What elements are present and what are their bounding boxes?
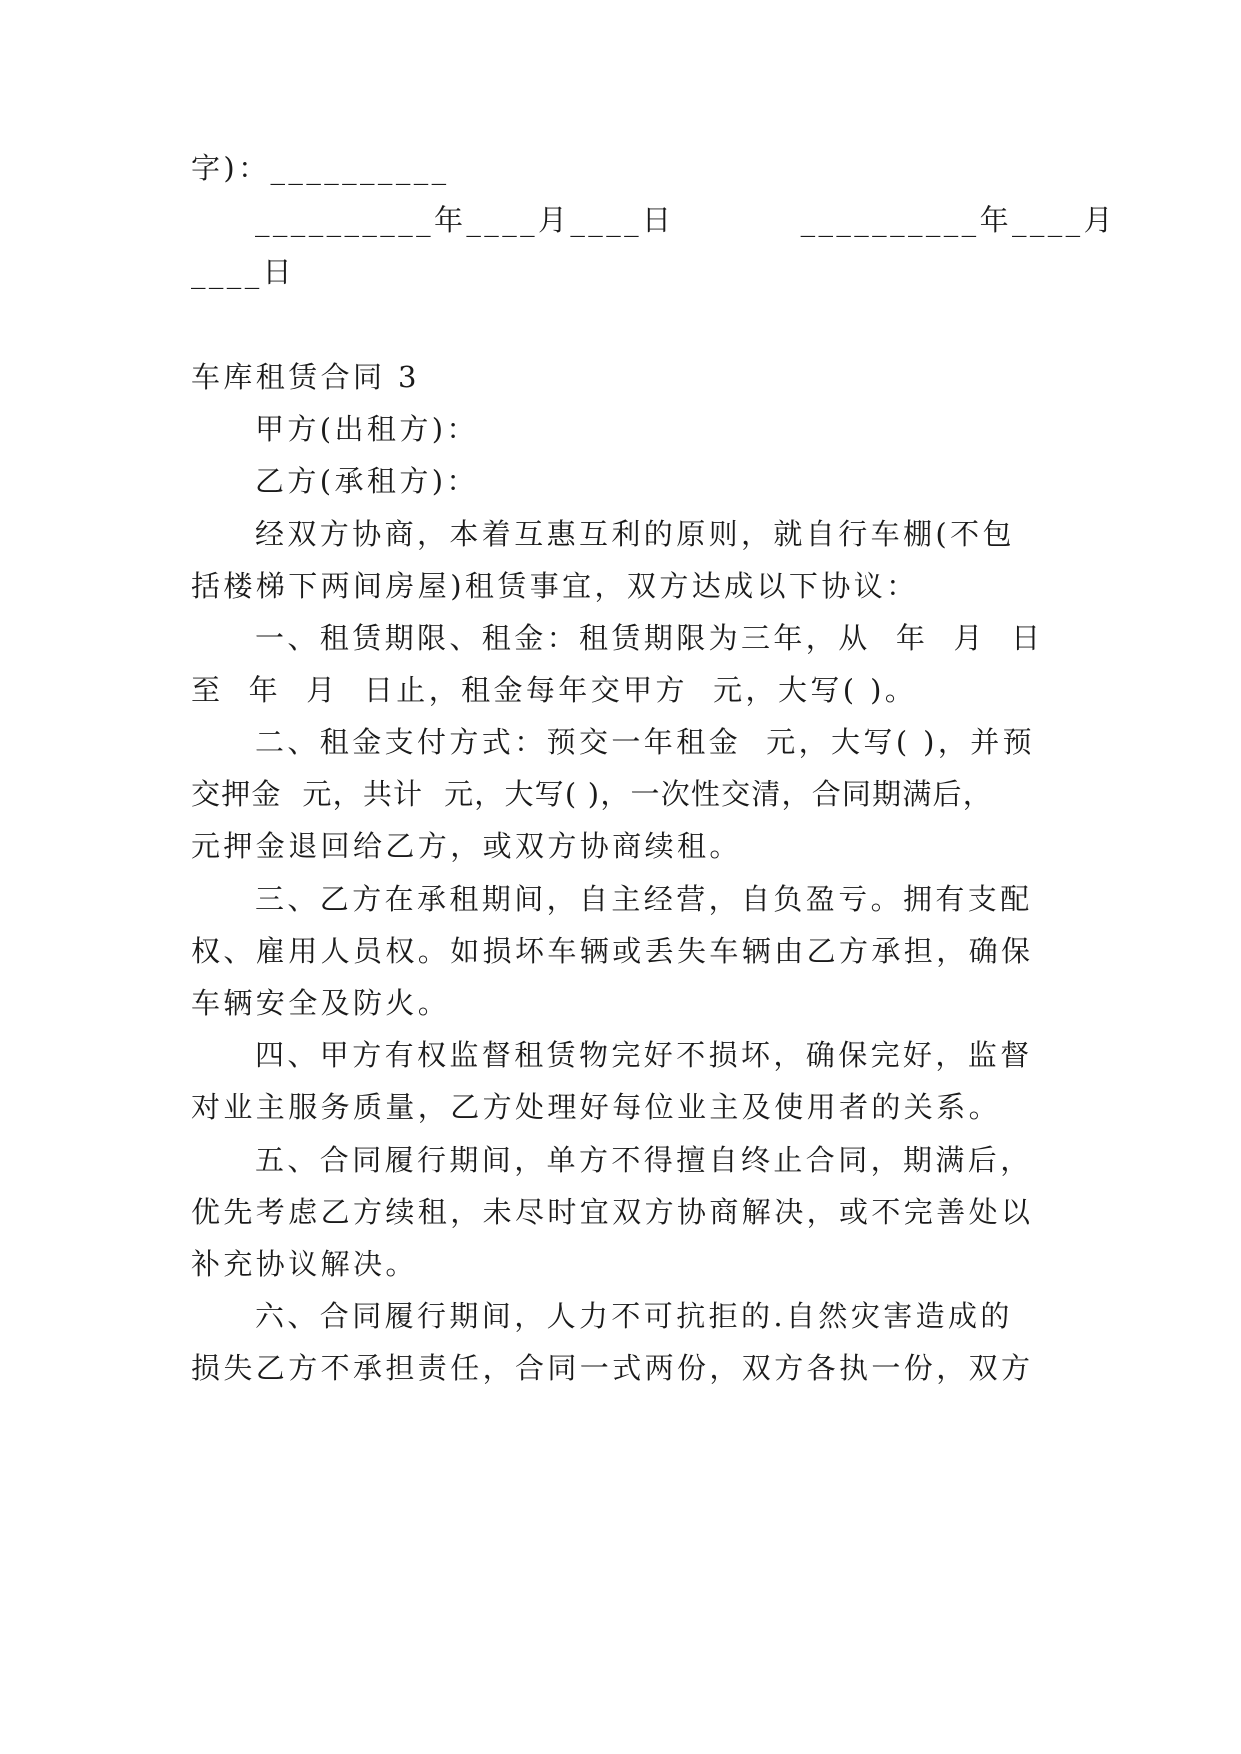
party-a: 甲方(出租方)： bbox=[255, 412, 479, 446]
clause-2-line-3: 元押金退回给乙方，或双方协商续租。 bbox=[191, 829, 742, 863]
clause-5-line-3: 补充协议解决。 bbox=[191, 1247, 418, 1281]
clause-5-line-2: 优先考虑乙方续租，未尽时宜双方协商解决，或不完善处以 bbox=[191, 1195, 1034, 1229]
clause-3-line-3: 车辆安全及防火。 bbox=[191, 986, 451, 1020]
date-line: __________年____月____日 __________年____月 bbox=[255, 203, 1116, 237]
clause-5-line-1: 五、合同履行期间，单方不得擅自终止合同，期满后， bbox=[255, 1143, 1033, 1177]
clause-6-line-2: 损失乙方不承担责任，合同一式两份，双方各执一份，双方 bbox=[191, 1351, 1034, 1385]
clause-3-line-2: 权、雇用人员权。如损坏车辆或丢失车辆由乙方承担，确保 bbox=[191, 934, 1034, 968]
paragraph-intro-line-2: 括楼梯下两间房屋)租赁事宜，双方达成以下协议： bbox=[191, 569, 919, 603]
clause-2-line-2: 交押金 元，共计 元，大写( )，一次性交清，合同期满后， bbox=[191, 777, 993, 811]
party-b: 乙方(承租方)： bbox=[255, 464, 479, 498]
clause-1-line-2: 至 年 月 日止，租金每年交甲方 元，大写( )。 bbox=[191, 673, 918, 707]
clause-2-line-1: 二、租金支付方式：预交一年租金 元，大写( )，并预 bbox=[255, 725, 1036, 759]
contract-title: 车库租赁合同 3 bbox=[191, 360, 420, 394]
clause-1-line-1: 一、租赁期限、租金：租赁期限为三年，从 年 月 日 bbox=[255, 621, 1044, 655]
date-line-day: ____日 bbox=[191, 255, 296, 289]
paragraph-intro-line-1: 经双方协商，本着互惠互利的原则，就自行车棚(不包 bbox=[255, 517, 1015, 551]
clause-6-line-1: 六、合同履行期间，人力不可抗拒的.自然灾害造成的 bbox=[255, 1299, 1013, 1333]
clause-4-line-2: 对业主服务质量，乙方处理好每位业主及使用者的关系。 bbox=[191, 1090, 1002, 1124]
clause-4-line-1: 四、甲方有权监督租赁物完好不损坏，确保完好，监督 bbox=[255, 1038, 1033, 1072]
signature-line-end: 字)：__________ bbox=[191, 151, 450, 185]
clause-3-line-1: 三、乙方在承租期间，自主经营，自负盈亏。拥有支配 bbox=[255, 882, 1033, 916]
